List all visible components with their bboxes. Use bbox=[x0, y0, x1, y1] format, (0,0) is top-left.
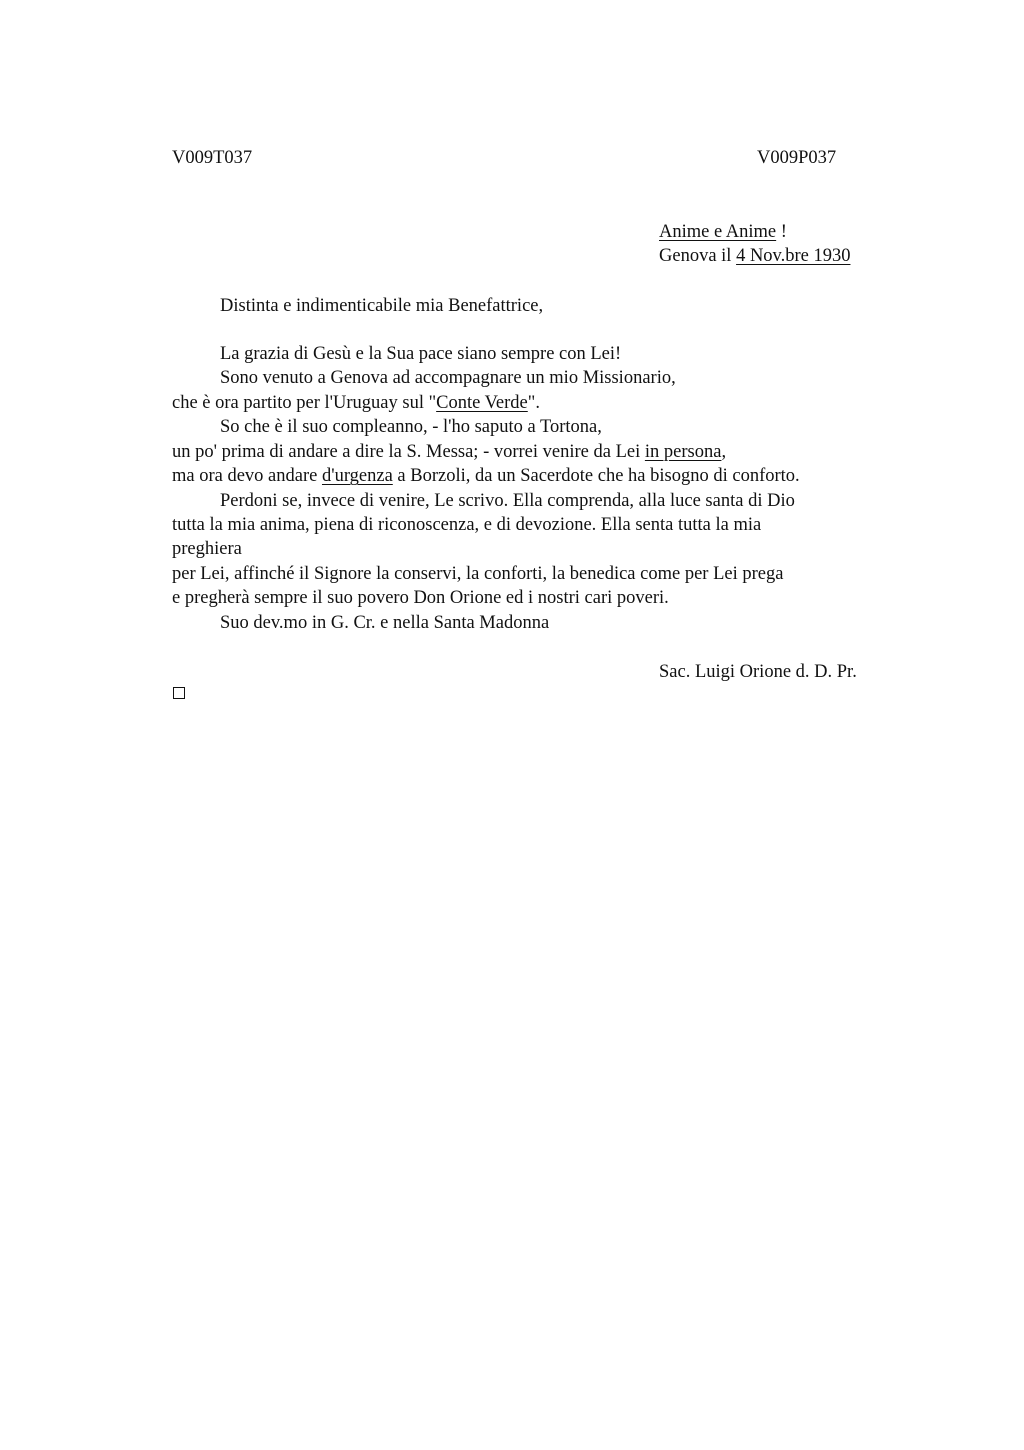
body-line-7: Perdoni se, invece di venire, Le scrivo. Ella comprenda, alla luce santa di Dio bbox=[220, 491, 795, 511]
body-line-12: Suo dev.mo in G. Cr. e nella Santa Madonna bbox=[220, 613, 550, 633]
document-code-left: V009T037 bbox=[172, 148, 253, 168]
body-line-5 bbox=[172, 440, 726, 464]
body-line-5-a: un po' prima di andare a dire la S. Messa; - vorrei venire da Lei bbox=[172, 442, 645, 462]
letter-date: 4 Nov.bre 1930 bbox=[736, 246, 851, 266]
body-line-9: preghiera bbox=[172, 539, 242, 559]
in-persona: in persona bbox=[644, 442, 722, 462]
body-line-3-a: che è ora partito per l'Uruguay sul " bbox=[172, 393, 437, 413]
place-date-line bbox=[659, 244, 850, 268]
square-box-icon bbox=[173, 687, 185, 699]
body-line-6 bbox=[172, 464, 800, 488]
document-code-right: V009P037 bbox=[757, 148, 837, 168]
motto: Anime e Anime bbox=[659, 222, 777, 242]
ship-name: Conte Verde bbox=[436, 393, 528, 413]
body-line-8: tutta la mia anima, piena di riconoscenza, e di devozione. Ella senta tutta la mia bbox=[172, 515, 762, 535]
body-line-6-b: a Borzoli, da un Sacerdote che ha bisogno di conforto. bbox=[392, 466, 800, 486]
body-line-2: Sono venuto a Genova ad accompagnare un mio Missionario, bbox=[220, 368, 676, 388]
body-line-3-b: ". bbox=[527, 393, 540, 413]
body-line-1: La grazia di Gesù e la Sua pace siano sempre con Lei! bbox=[220, 344, 622, 364]
urgenza: d'urgenza bbox=[321, 466, 393, 486]
motto-suffix: ! bbox=[776, 222, 787, 242]
body-line-3 bbox=[172, 391, 540, 415]
place: Genova il bbox=[659, 246, 737, 266]
body-line-10: per Lei, affinché il Signore la conservi, la conforti, la benedica come per Lei prega bbox=[172, 564, 784, 584]
body-line-4: So che è il suo compleanno, - l'ho saputo a Tortona, bbox=[220, 417, 602, 437]
body-line-11: e pregherà sempre il suo povero Don Orione ed i nostri cari poveri. bbox=[172, 588, 669, 608]
motto-line bbox=[659, 220, 787, 244]
body-line-5-b: , bbox=[721, 442, 727, 462]
body-line-6-a: ma ora devo andare bbox=[172, 466, 322, 486]
signature: Sac. Luigi Orione d. D. Pr. bbox=[659, 662, 857, 682]
salutation: Distinta e indimenticabile mia Benefattrice, bbox=[220, 296, 544, 316]
